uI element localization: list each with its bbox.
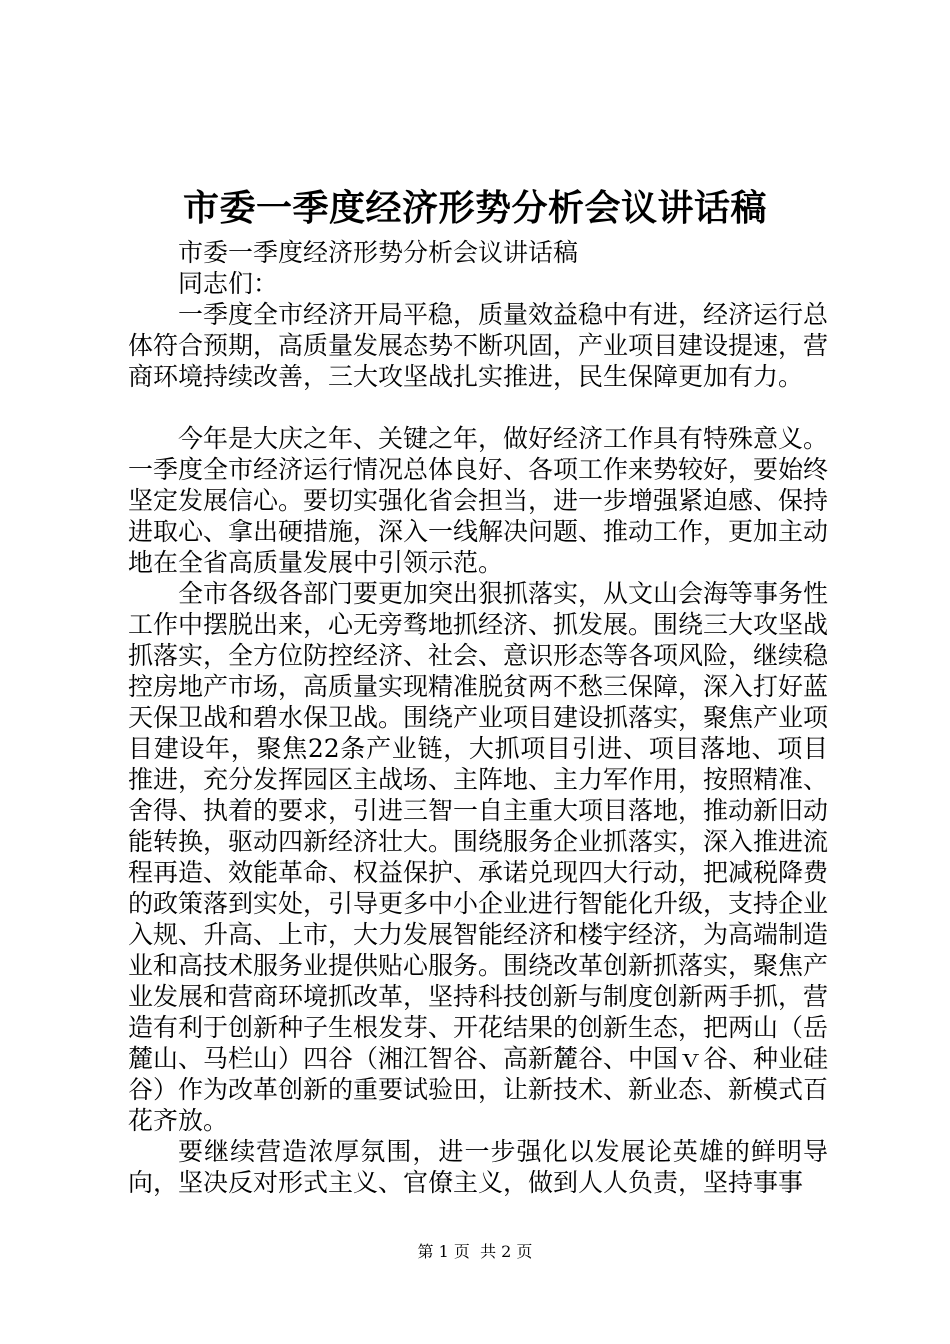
document-title: 市委一季度经济形势分析会议讲话稿 <box>182 187 767 229</box>
document-body <box>128 237 828 1198</box>
body-paragraph: 要继续营造浓厚氛围，进一步强化以发展论英雄的鲜明导向，坚决反对形式主义、官僚主义，做到人人负责，坚持事事 <box>128 1137 828 1197</box>
body-paragraph: 今年是大庆之年、关键之年，做好经济工作具有特殊意义。一季度全市经济运行情况总体良好、各项工作来势较好，要始终坚定发展信心。要切实强化省会担当，进一步增强紧迫感、保持进取心、拿出硬措施，深入一线解决问题、推动工作，更加主动地在全省高质量发展中引领示范。 <box>128 424 829 577</box>
salutation: 同志们： <box>178 269 279 298</box>
page-number: 第 1 页 <box>417 1242 470 1261</box>
document-subtitle: 市委一季度经济形势分析会议讲话稿 <box>178 238 579 267</box>
page-total: 共 2 页 <box>480 1242 533 1261</box>
body-paragraph: 全市各级各部门要更加突出狠抓落实，从文山会海等事务性工作中摆脱出来，心无旁骛地抓经济、抓发展。围绕三大攻坚战抓落实，全方位防控经济、社会、意识形态等各项风险，继续稳控房地产市场，高质量实现精准脱贫两不愁三保障，深入打好蓝天保卫战和碧水保卫战。围绕产业项目建设抓落实，聚焦产业项目建设年，聚焦22条产业链，大抓项目引进、项目落地、项目推进，充分发挥园区主战场、主阵地、主力军作用，按照精准、舍得、执着的要求，引进三智一自主重大项目落地，推动新旧动能转换，驱动四新经济壮大。围绕服务企业抓落实，深入推进流程再造、效能革命、权益保护、承诺兑现四大行动，把减税降费的政策落到实处，引导更多中小企业进行智能化升级，支持企业入规、升高、上市，大力发展智能经济和楼宇经济，为高端制造业和高技术服务业提供贴心服务。围绕改革创新抓落实，聚焦产业发展和营商环境抓改革，坚持科技创新与制度创新两手抓，营造有利于创新种子生根发芽、开花结果的创新生态，把两山（岳麓山、马栏山）四谷（湘江智谷、高新麓谷、中国ｖ谷、种业硅谷）作为改革创新的重要试验田，让新技术、新业态、新模式百花齐放。 <box>128 579 829 1135</box>
body-paragraph: 一季度全市经济开局平稳，质量效益稳中有进，经济运行总体符合预期，高质量发展态势不断巩固，产业项目建设提速，营商环境持续改善，三大攻坚战扎实推进，民生保障更加有力。 <box>128 300 829 391</box>
page-footer <box>0 1241 950 1263</box>
